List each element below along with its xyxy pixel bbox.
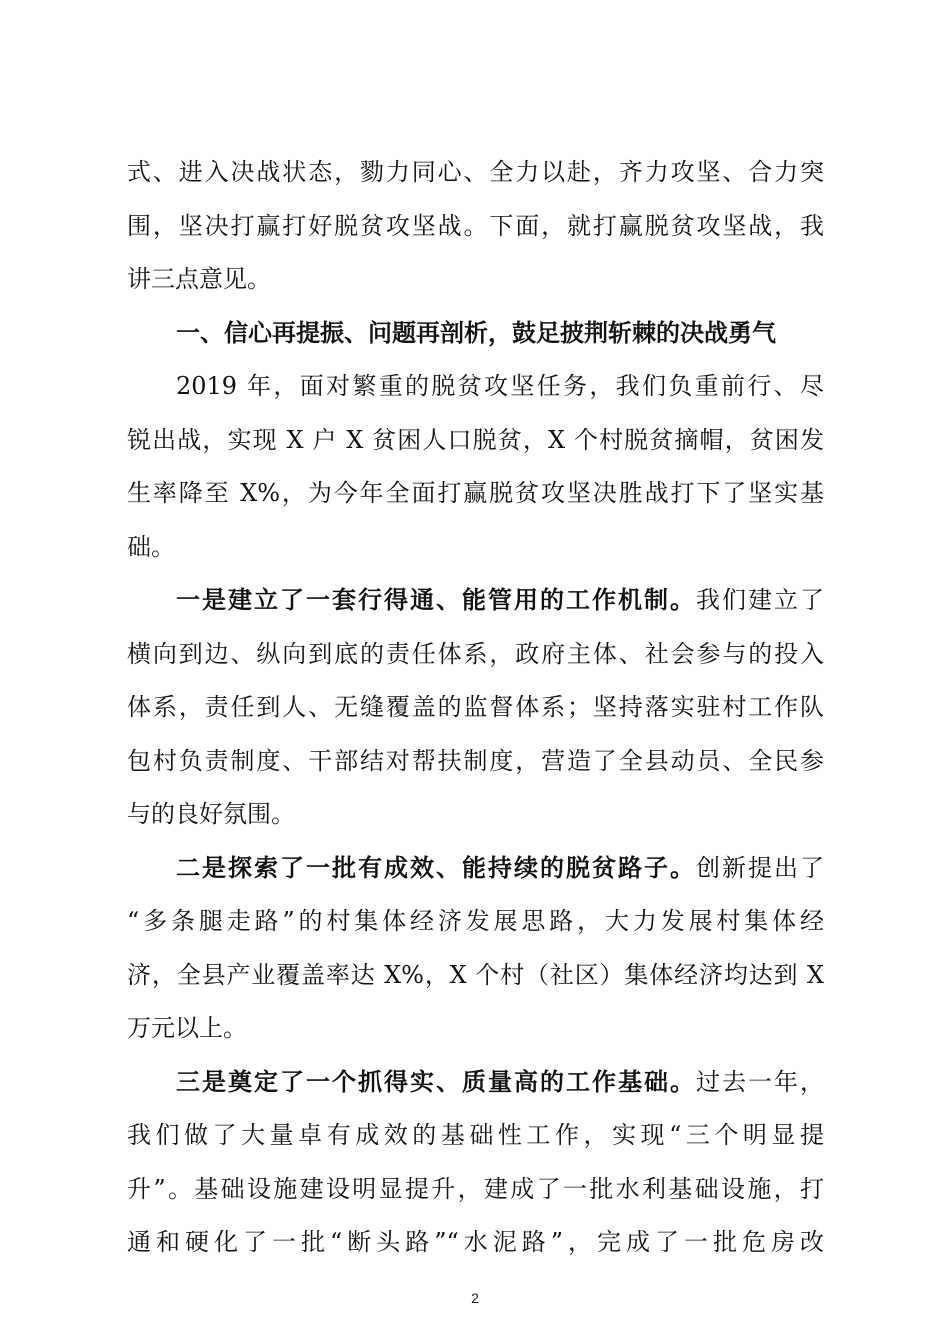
text-line	[176, 585, 824, 615]
page-number: 2	[471, 1290, 479, 1306]
text-line: 包村负责制度、干部结对帮扶制度，营造了全县动员、全民参	[127, 747, 824, 775]
text-line: 2019 年，面对繁重的脱贫攻坚任务，我们负重前行、尽	[176, 372, 824, 400]
text-line: 我们做了大量卓有成效的基础性工作，实现“三个明显提	[127, 1121, 824, 1149]
text-line: 围，坚决打赢打好脱贫攻坚战。下面，就打赢脱贫攻坚战，我	[127, 212, 824, 240]
text-line: 通和硬化了一批“断头路”“水泥路”，完成了一批危房改	[127, 1228, 824, 1256]
text-line: 济，全县产业覆盖率达 X%，X 个村（社区）集体经济均达到 X	[127, 961, 824, 989]
text-run: 过去一年，	[696, 1068, 824, 1096]
bold-lead-text: 一是建立了一套行得通、能管用的工作机制。	[176, 585, 696, 614]
bold-lead-text: 二是探索了一批有成效、能持续的脱贫路子。	[176, 853, 696, 882]
text-run: 创新提出了	[696, 854, 824, 882]
text-line: 讲三点意见。	[127, 265, 271, 293]
text-line	[176, 1067, 824, 1097]
section-heading: 一、信心再提振、问题再剖析，鼓足披荆斩棘的决战勇气	[176, 318, 776, 347]
text-line: 万元以上。	[127, 1014, 247, 1042]
text-line: 体系，责任到人、无缝覆盖的监督体系；坚持落实驻村工作队	[127, 693, 824, 721]
text-line: 横向到边、纵向到底的责任体系，政府主体、社会参与的投入	[127, 640, 824, 668]
text-line: 础。	[127, 533, 175, 561]
text-line: “多条腿走路”的村集体经济发展思路，大力发展村集体经	[127, 907, 824, 935]
bold-lead-text: 三是奠定了一个抓得实、质量高的工作基础。	[176, 1067, 696, 1096]
text-line: 升”。基础设施建设明显提升，建成了一批水利基础设施，打	[127, 1175, 824, 1203]
text-line: 锐出战，实现 X 户 X 贫困人口脱贫，X 个村脱贫摘帽，贫困发	[127, 426, 824, 454]
text-line: 与的良好氛围。	[127, 800, 295, 828]
text-line	[176, 853, 824, 883]
text-run: 我们建立了	[696, 586, 824, 614]
text-line: 式、进入决战状态，勠力同心、全力以赴，齐力攻坚、合力突	[127, 158, 824, 186]
text-line: 生率降至 X%，为今年全面打赢脱贫攻坚决胜战打下了坚实基	[127, 479, 824, 507]
